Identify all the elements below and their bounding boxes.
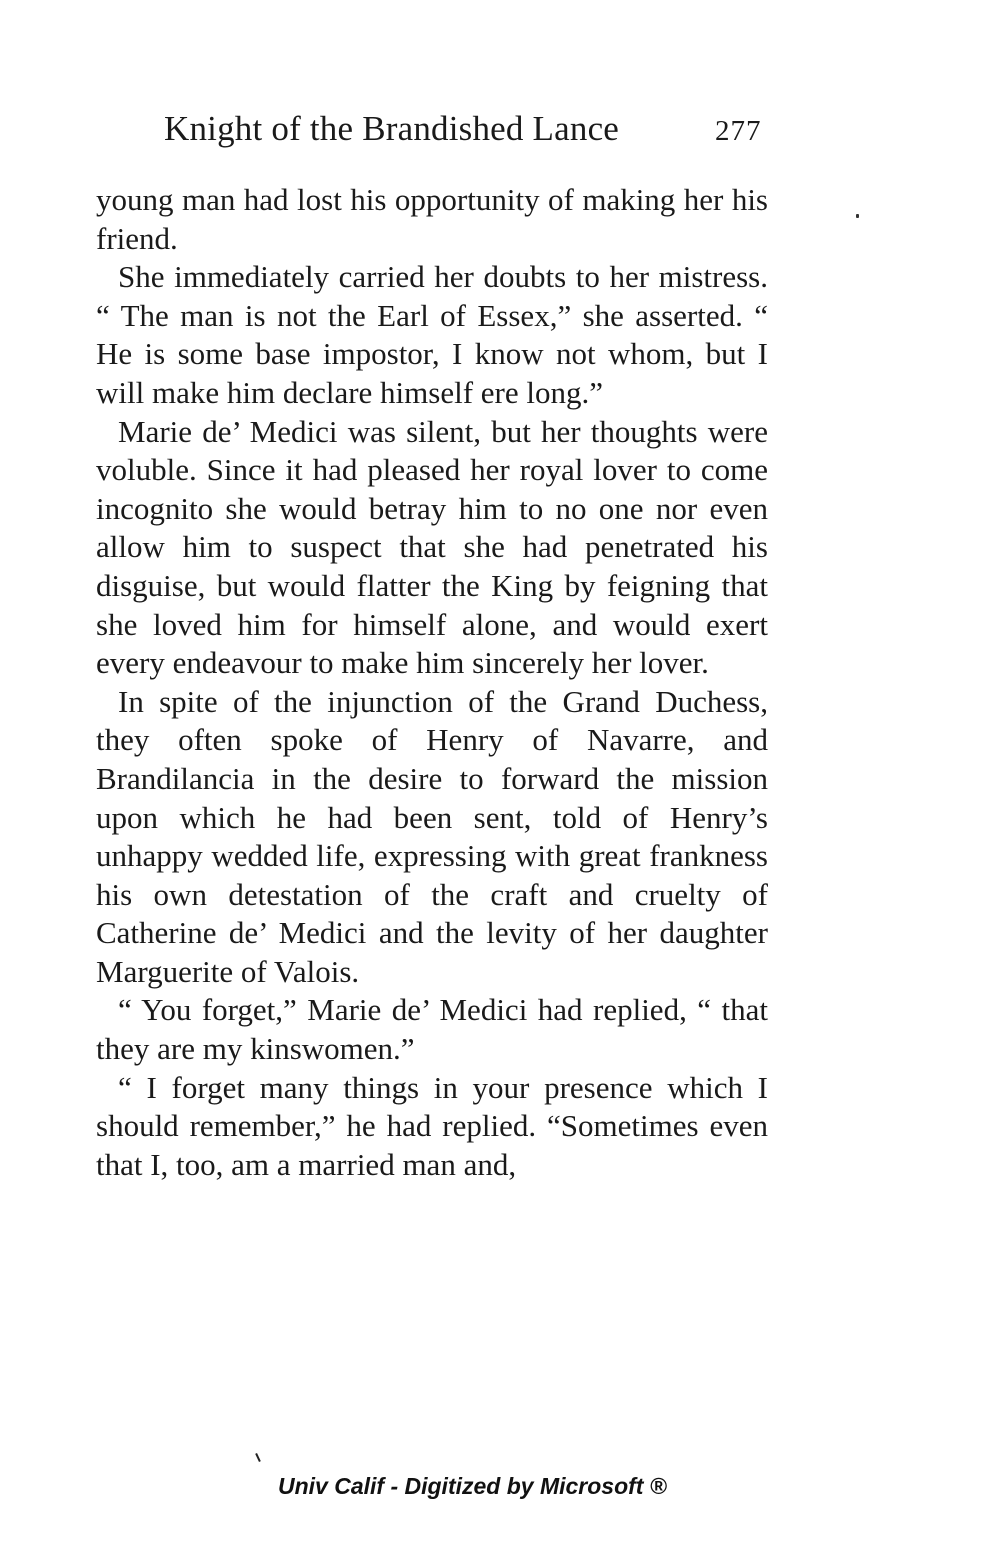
paragraph: “ You forget,” Marie de’ Medici had replied, “ that they are my kinswomen.” bbox=[96, 992, 768, 1067]
paragraph: In spite of the injunction of the Grand Duchess, they often spoke of Henry of Navarre, and Brandilancia in the desire to forward the mission upon which he had been sent, told of Henry’s unhappy wedded life, expressing with great frankness his own detestation of the craft and cruelty of Catherine de’ Medici and the levity of her daughter Marguerite of Valois. bbox=[96, 683, 768, 989]
paragraph: She immediately carried her doubts to her mistress. “ The man is not the Earl of Essex,” she asserted. “ He is some base impostor, I know not whom, but I will make him declare himself ere long.” bbox=[96, 259, 768, 410]
stray-ink-mark bbox=[856, 214, 859, 218]
running-title: Knight of the Brandished Lance bbox=[164, 109, 620, 148]
paragraph: Marie de’ Medici was silent, but her thoughts were voluble. Since it had pleased her royal lover to come incognito she would betray him to no one nor even allow him to suspect that she had penetrated his disguise, but would flatter the King by feigning that she loved him for himself alone, and would exert every endeavour to make him sincerely her lover. bbox=[96, 413, 768, 681]
paragraph-continuation: young man had lost his opportunity of making her his friend. bbox=[96, 182, 768, 256]
digitization-watermark: Univ Calif - Digitized by Microsoft ® bbox=[278, 1473, 667, 1499]
stray-ink-tick bbox=[255, 1453, 261, 1462]
page-number: 277 bbox=[715, 115, 762, 147]
body-text bbox=[96, 181, 768, 1184]
running-header bbox=[164, 104, 774, 154]
paragraph: “ I forget many things in your presence which I should remember,” he had replied. “Sometimes even that I, too, am a married man and, bbox=[96, 1069, 768, 1182]
